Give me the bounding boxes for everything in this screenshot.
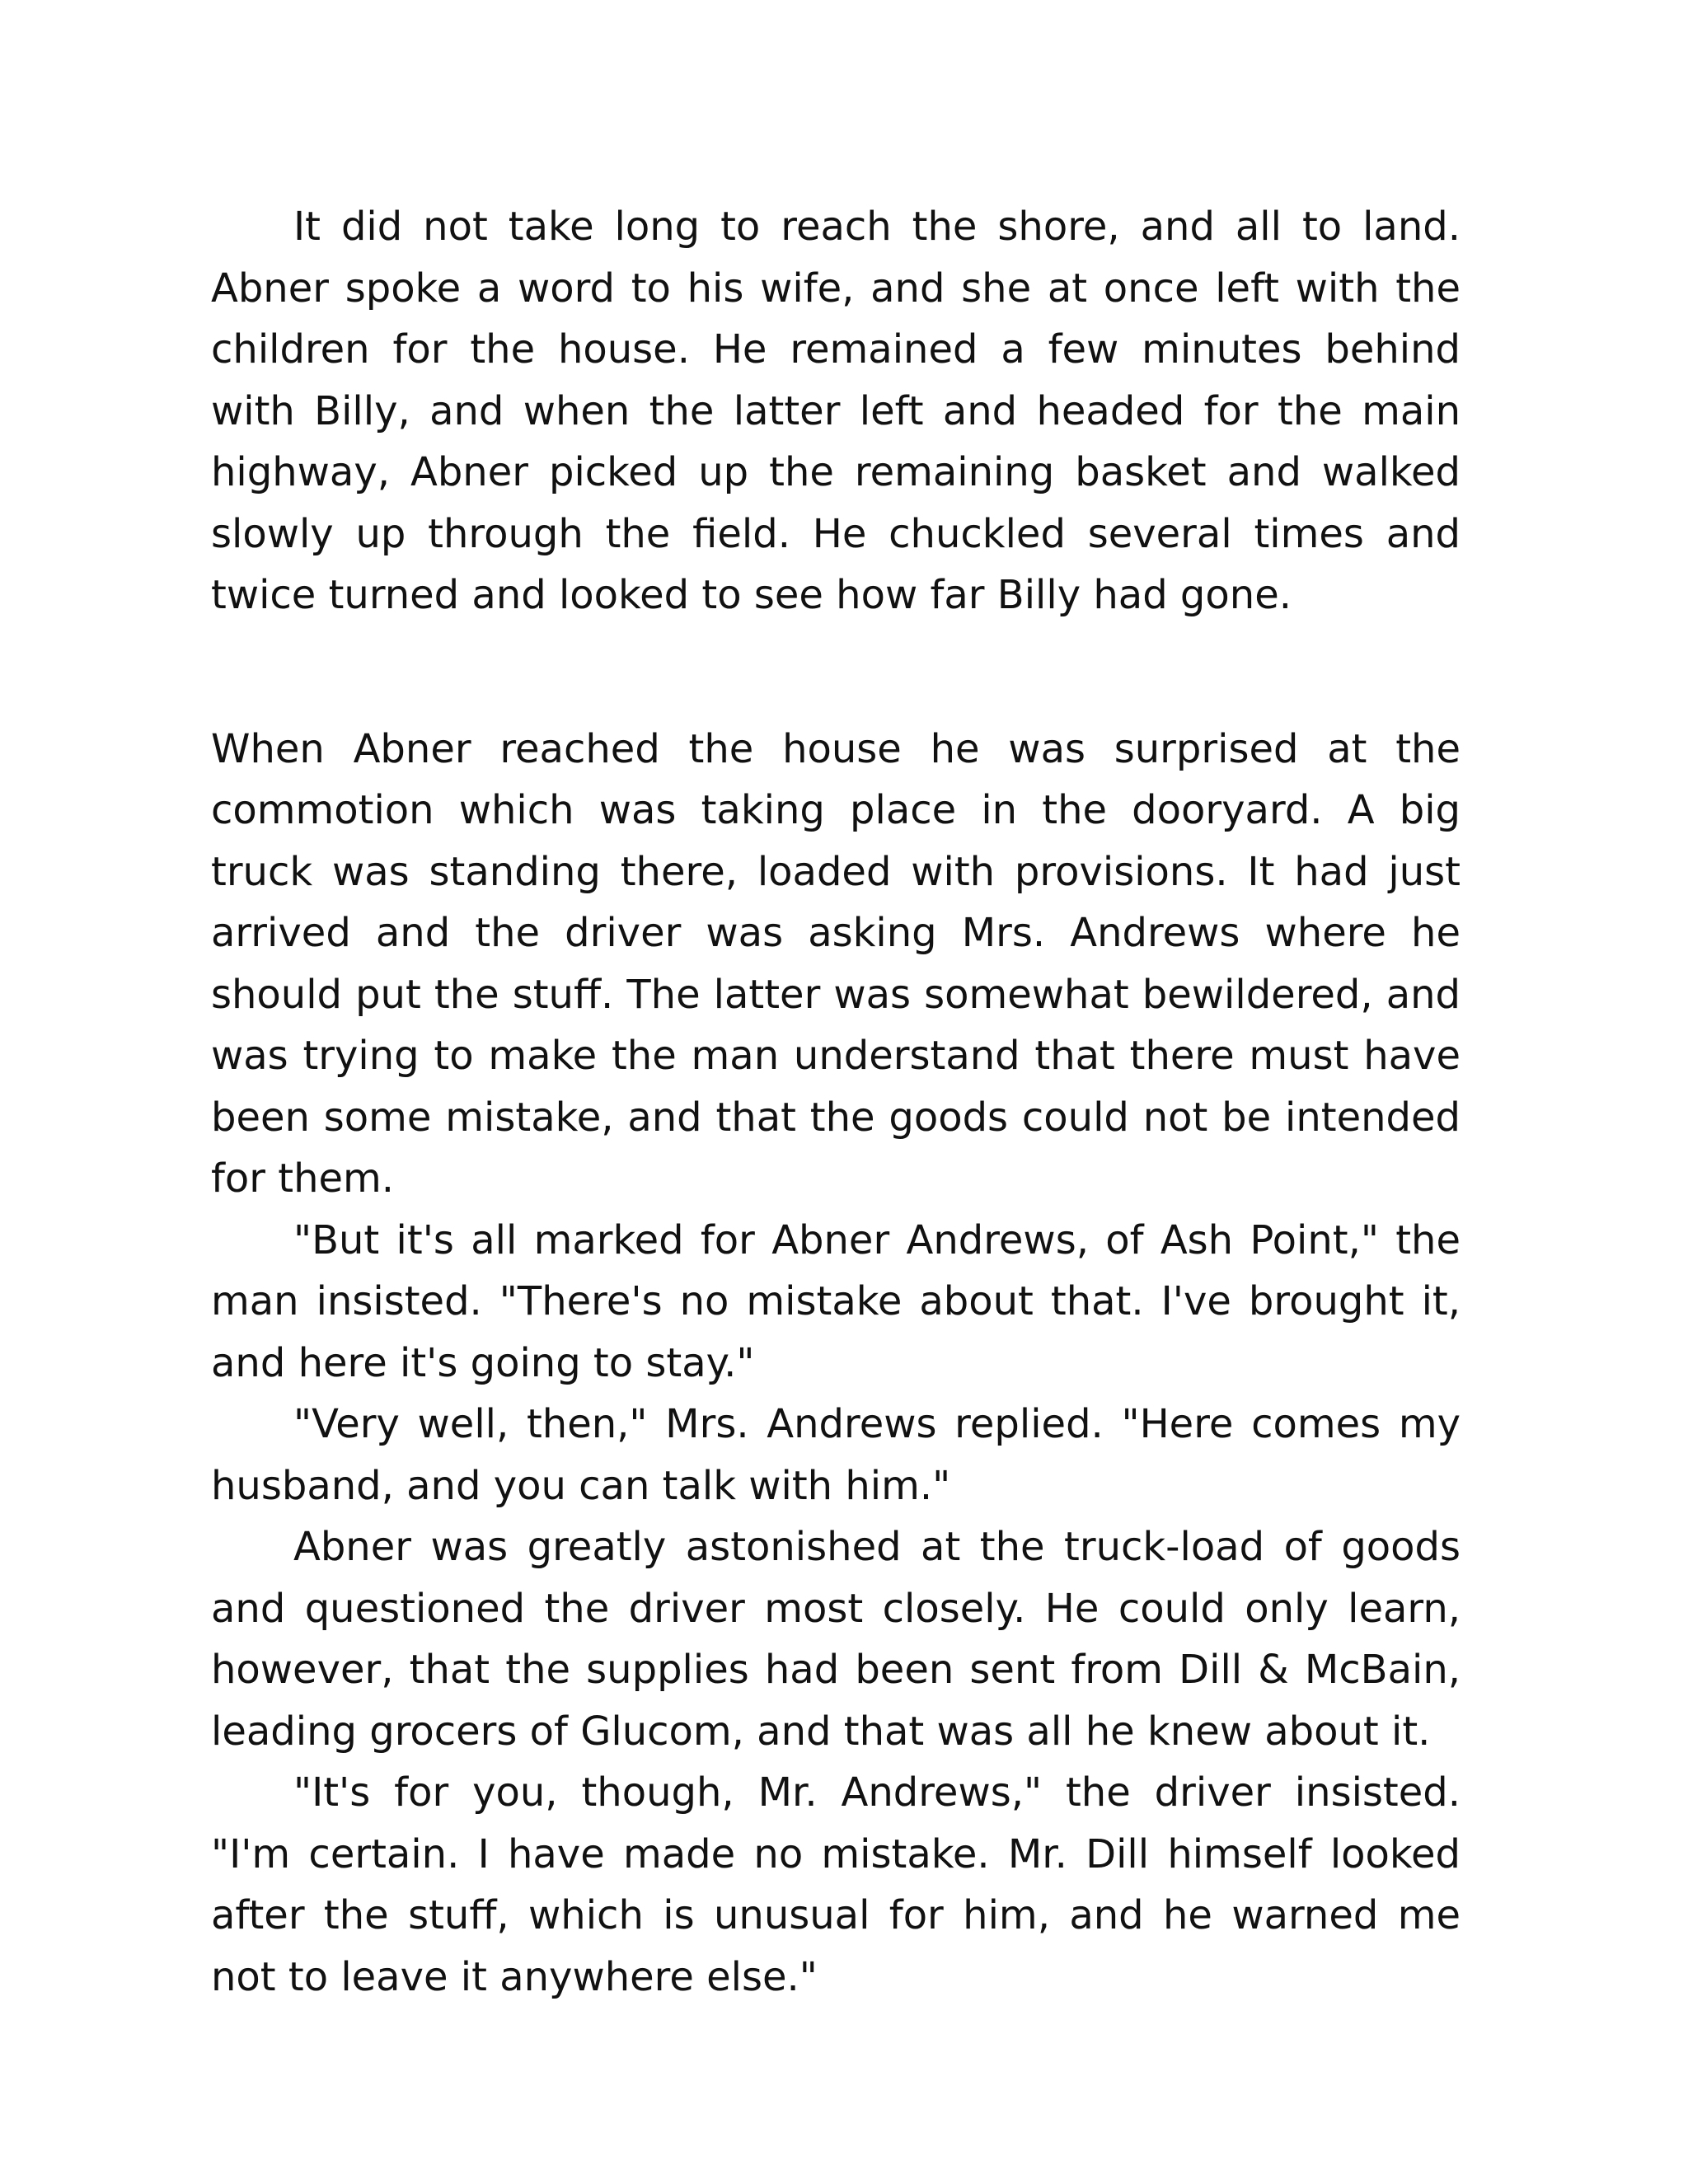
- paragraph-3: "But it's all marked for Abner Andrews, of Ash Point," the man insisted. "There's no mistake about that. I've brought it, and here it's going to stay.": [211, 1216, 1461, 1386]
- document-page: [211, 196, 1461, 2008]
- paragraph-6: "It's for you, though, Mr. Andrews," the driver insisted. "I'm certain. I have made no mistake. Mr. Dill himself looked after the stuff, which is unusual for him, and he warned me not to leave it anywhere else.": [211, 1769, 1461, 2000]
- paragraph-2: When Abner reached the house he was surprised at the commotion which was taking place in the dooryard. A big truck was standing there, loaded with provisions. It had just arrived and the driver was asking Mrs. Andrews where he should put the stuff. The latter was somewhat bewildered, and was trying to make the man understand that there must have been some mistake, and that the goods could not be intended for them.: [211, 725, 1461, 1202]
- paragraph-5: Abner was greatly astonished at the truck-load of goods and questioned the driver most closely. He could only learn, however, that the supplies had been sent from Dill & McBain, leading grocers of Glucom, and that was all he knew about it.: [211, 1524, 1461, 1755]
- paragraph-4: "Very well, then," Mrs. Andrews replied. "Here comes my husband, and you can talk with him.": [211, 1401, 1461, 1509]
- section-break: [211, 626, 1461, 719]
- paragraph-1: It did not take long to reach the shore, and all to land. Abner spoke a word to his wife, and she at once left with the children for the house. He remained a few minutes behind with Billy, and when the latter left and headed for the main highway, Abner picked up the remaining basket and walked slowly up through the field. He chuckled several times and twice turned and looked to see how far Billy had gone.: [211, 204, 1461, 618]
